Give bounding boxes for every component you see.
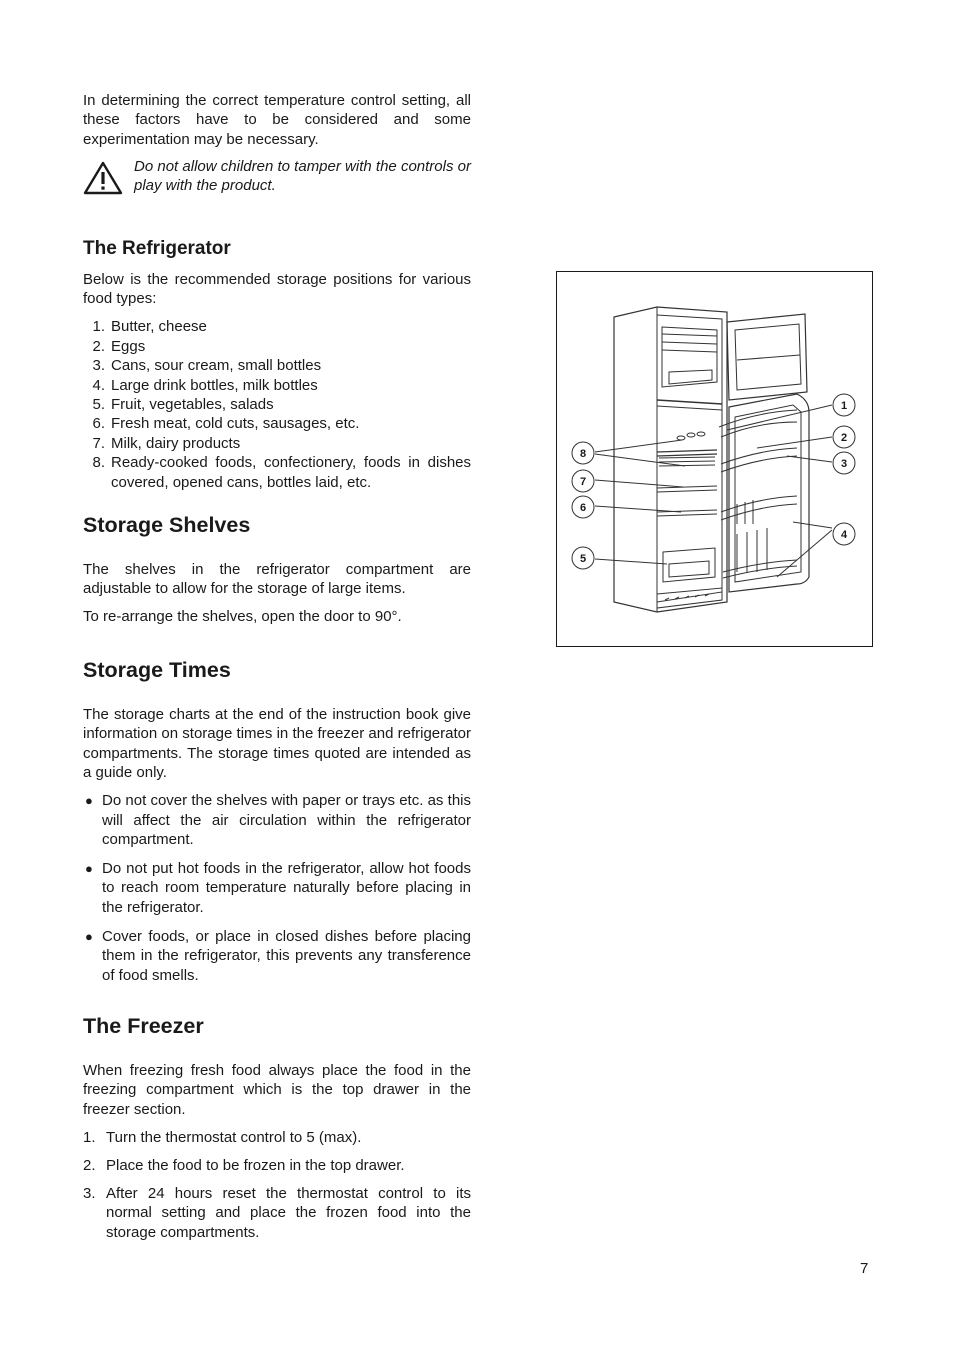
callout-3: [833, 452, 855, 474]
list-item: 3. After 24 hours reset the thermostat control to its normal setting and place the frozen food into the storage compartments.: [83, 1184, 471, 1241]
storage-shelves-door-note: To re-arrange the shelves, open the door to 90°.: [83, 608, 402, 626]
intro-block: [83, 91, 471, 149]
food-position-list: [83, 317, 471, 492]
list-item: 3. Cans, sour cream, small bottles: [92, 357, 322, 375]
svg-text:5: 5: [579, 553, 587, 565]
list-item: 1. Butter, cheese: [92, 318, 207, 336]
storage-times-heading: Storage Times: [83, 658, 231, 682]
list-item: 5. Fruit, vegetables, salads: [92, 396, 274, 414]
storage-shelves-paragraph: The shelves in the refrigerator compartment are adjustable to allow for the storage of large items.: [83, 561, 471, 598]
intro-paragraph: In determining the correct temperature control setting, all these factors have to be considered and some experimentation may be necessary.: [83, 92, 471, 148]
list-item: 4. Large drink bottles, milk bottles: [92, 376, 318, 394]
storage-shelves-heading: Storage Shelves: [83, 513, 251, 537]
storage-shelves-section: [83, 512, 471, 627]
warning-triangle-icon: [83, 161, 123, 195]
svg-text:2: 2: [840, 432, 848, 444]
freezer-section: [83, 1013, 471, 1251]
bullet-icon: ●: [85, 793, 93, 809]
svg-text:8: 8: [579, 448, 587, 460]
freezer-steps-list: [83, 1128, 471, 1242]
svg-text:6: 6: [579, 502, 587, 514]
storage-times-paragraph: The storage charts at the end of the instruction book give information on storage times in the freezer and refrigerator compartments. The storage times quoted are intended as a guide only.: [83, 706, 471, 782]
storage-tips-list: [83, 791, 471, 985]
callout-1: [833, 394, 855, 416]
callout-8: [572, 442, 594, 464]
callout-4: [833, 523, 855, 545]
fridge-diagram-frame: [556, 271, 873, 647]
storage-times-section: [83, 657, 471, 995]
list-item: 8. Ready-cooked foods, confectionery, foods in dishes covered, opened cans, bottles laid, etc.: [92, 454, 471, 491]
warning-note: [83, 157, 471, 196]
freezer-heading: The Freezer: [83, 1014, 204, 1038]
list-item: ● Cover foods, or place in closed dishes before placing them in the refrigerator, this prevents any transference of food smells.: [85, 927, 471, 984]
list-item: 2. Place the food to be frozen in the top drawer.: [83, 1156, 405, 1174]
warning-text: Do not allow children to tamper with the controls or play with the product.: [134, 158, 471, 195]
svg-text:1: 1: [840, 400, 848, 412]
callout-6: [572, 496, 594, 518]
svg-text:7: 7: [579, 476, 587, 488]
list-item: ● Do not cover the shelves with paper or trays etc. as this will affect the air circulation within the refrigerator compartment.: [85, 792, 471, 849]
bullet-icon: ●: [85, 861, 93, 877]
refrigerator-heading: The Refrigerator: [83, 238, 231, 259]
refrigerator-intro: Below is the recommended storage positions for various food types:: [83, 271, 471, 308]
list-item: 7. Milk, dairy products: [92, 434, 241, 452]
fridge-diagram: [557, 272, 872, 646]
list-item: 1. Turn the thermostat control to 5 (max).: [83, 1128, 362, 1146]
refrigerator-section: [83, 237, 471, 492]
svg-text:3: 3: [840, 458, 848, 470]
list-item: 6. Fresh meat, cold cuts, sausages, etc.: [92, 415, 360, 433]
callout-2: [833, 426, 855, 448]
list-item: 2. Eggs: [92, 337, 146, 355]
list-item: ● Do not put hot foods in the refrigerator, allow hot foods to reach room temperature naturally before placing in the refrigerator.: [85, 860, 471, 916]
page-number: 7: [860, 1260, 869, 1277]
svg-text:4: 4: [840, 529, 848, 541]
callout-5: [572, 547, 594, 569]
callout-7: [572, 470, 594, 492]
freezer-paragraph: When freezing fresh food always place the food in the freezing compartment which is the top drawer in the freezer section.: [83, 1062, 471, 1118]
bullet-icon: ●: [85, 928, 93, 944]
